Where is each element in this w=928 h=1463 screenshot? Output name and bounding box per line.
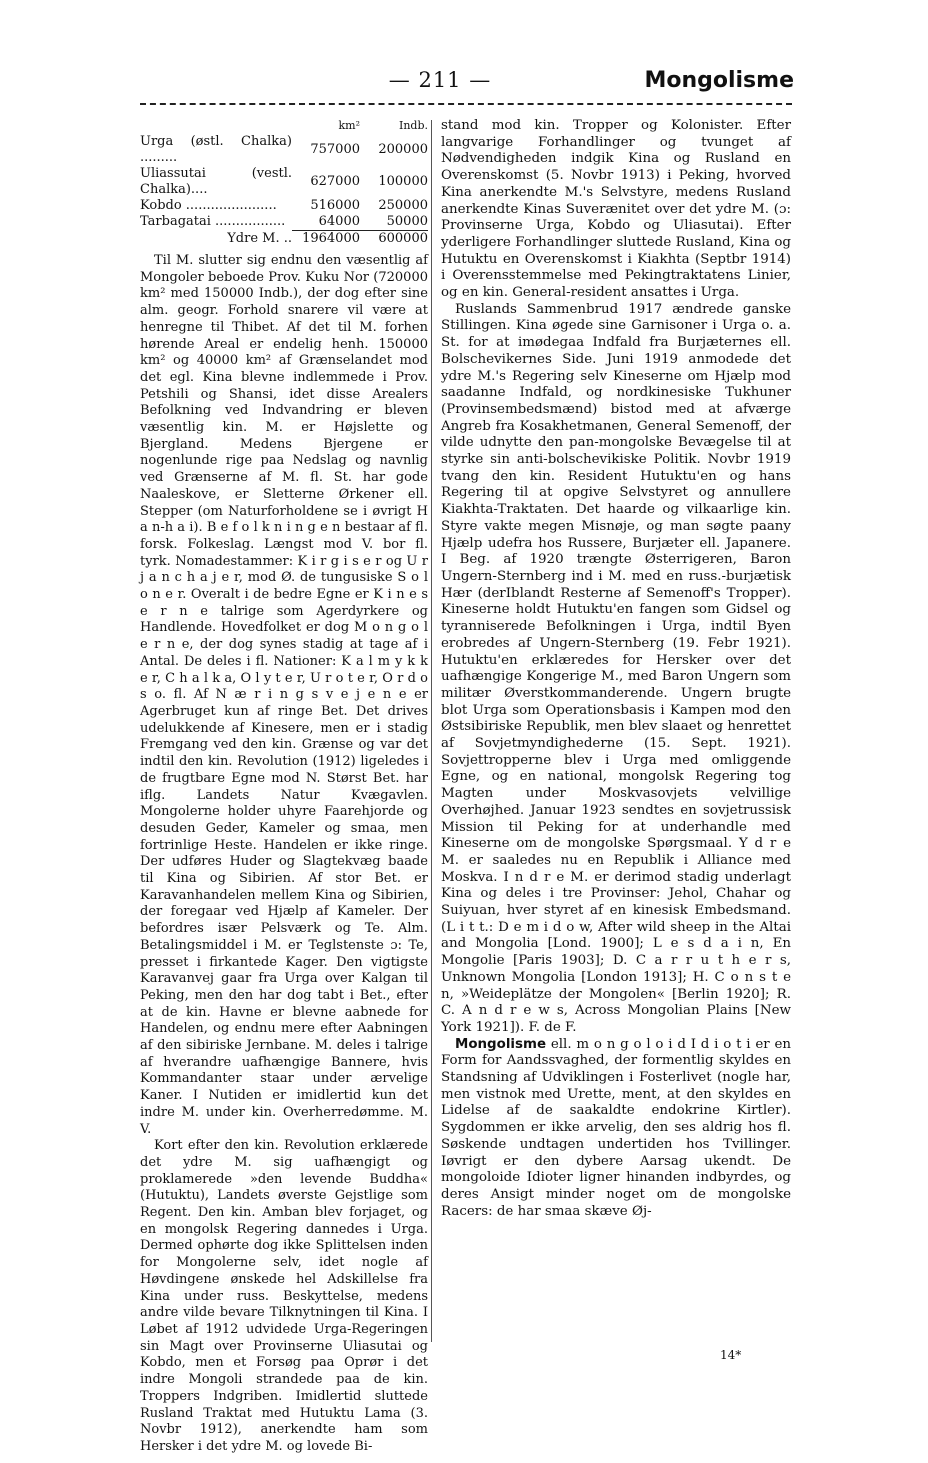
- entry-headword: Mongolisme: [455, 1036, 547, 1052]
- total-label: Ydre M. ..: [227, 230, 292, 246]
- total-area: 1964000: [302, 231, 360, 246]
- header-rule: [140, 103, 792, 105]
- table-row: [140, 134, 428, 166]
- paragraph: stand mod kin. Tropper og Kolonister. Efter langvarige Forhandlinger og tvunget af Nødvendigheden indgik Kina og Rusland en Overenskomst (5. Novbr 1913) i Peking, hvorved Kina anerkendte M.'s Selvstyre, medens Rusland anerkendte Kinas Suverænitet over det ydre M. (ɔ: Provinserne Urga, Kobdo og Uliasutai). Efter yderligere Forhandlinger sluttede Rusland, Kina og Hutuktu en Overenskomst i Kiakhta (Septbr 1914) i Overensstemmelse med Pekingtraktatens Linier, og en kin. General-resident ansattes i Urga.: [441, 118, 791, 301]
- row-area: 516000: [310, 198, 360, 213]
- table-total-row: [140, 231, 428, 248]
- province-table: [140, 118, 428, 247]
- entry-text: ell. m o n g o l o i d I d i o t i er en Form for Aandssvaghed, der formentlig skyldes en Standsning af Udviklingen i Fosterlivet (nogle har, men vistnok med Urette, ment, at den skyldes en Lidelse af de saakaldte endokrine Kirtler). Sygdommen er ikke arvelig, den ses aldrig hos fl. Søskende undtagen undertiden hos Tvillinger. Iøvrigt er den dybere Aarsag ukendt. De mongoloide Idioter ligner hinanden indbyrdes, og deres Ansigt minder noget om de mongolske Racers: de har smaa skæve Øj-: [441, 1036, 791, 1219]
- left-column: [140, 118, 428, 1456]
- row-area: 64000: [292, 214, 360, 231]
- table-row: [140, 198, 428, 214]
- row-name: Urga (østl. Chalka) .........: [140, 134, 292, 165]
- table-header-row: [140, 118, 428, 134]
- table-row: [140, 214, 428, 231]
- row-area: 627000: [310, 174, 360, 189]
- running-headword: Mongolisme: [644, 68, 794, 93]
- table-header-area: km²: [338, 119, 360, 132]
- entry-paragraph: [441, 1037, 791, 1221]
- right-column: [441, 118, 791, 1220]
- row-pop: 250000: [378, 198, 428, 213]
- table-header-pop: Indb.: [398, 119, 428, 132]
- column-divider: [431, 120, 432, 1342]
- paragraph: Til M. slutter sig endnu den væsentlig af Mongoler beboede Prov. Kuku Nor (720000 km² med 150000 Indb.), der dog efter sine alm. geogr. Forhold snarere vil være at henregne til Thibet. Af det til M. forhen hørende Areal er endelig henh. 150000 km² og 40000 km² af Grænselandet mod det egl. Kina blevne indlemmede i Prov. Petshili og Shansi, idet disse Arealers Befolkning ved Indvandring er bleven væsentlig kin. M. er Højslette og Bjergland. Medens Bjergene er nogenlunde rige paa Nedslag og navnlig ved Grænserne af M. fl. St. har gode Naaleskove, er Sletterne Ørkener ell. Stepper (om Naturforholdene se i øvrigt H a n-h a i). B e f o l k n i n g e n bestaar af fl. forsk. Folkeslag. Længst mod V. bor fl. tyrk. Nomadestammer: K i r g i s e r og U r j a n c h a j e r, mod Ø. de tungusiske S o l o n e r. Overalt i de bedre Egne er K i n e s e r n e talrige som Agerdyrkere og Handlende. Hovedfolket er dog M o n g o l e r n e, der dog synes stadig at tage af i Antal. De deles i fl. Nationer: K a l m y k k e r, C h a l k a, O l y t e r, U r o t e r, O r d o s o. fl. Af N æ r i n g s v e j e n e er Agerbruget kun af ringe Bet. Det drives udelukkende af Kinesere, men er i stadig Fremgang ved den kin. Grænse og var det indtil den kin. Revolution (1912) ligeledes i de frugtbare Egne mod N. Størst Bet. har iflg. Landets Natur Kvægavlen. Mongolerne holder uhyre Faarehjorde og desuden Geder, Kameler og smaa, men fortrinlige Heste. Handelen er ikke ringe. Der udføres Huder og Slagtekvæg baade til Kina og Sibirien. Af stor Bet. er Karavanhandelen mellem Kina og Sibirien, der foregaar ved Hjælp af Kameler. Der befordres især Pelsværk og Te. Alm. Betalingsmiddel i M. er Teglstenste ɔ: Te, presset i firkantede Kager. Den vigtigste Karavanvej gaar fra Urga over Kalgan til Peking, men den har dog tabt i Bet., efter at de kin. Havne er blevne aabnede for Handelen, og endnu mere efter Aabningen af den sibiriske Jernbane. M. deles i talrige af hverandre uafhængige Bannere, hvis Kommandanter staar under ærvelige Kaner. I Nutiden er imidlertid kun det indre M. under kin. Overherredømme. M. V.: [140, 253, 428, 1137]
- row-name: Uliassutai (vestl. Chalka)....: [140, 166, 292, 197]
- row-name: Kobdo ......................: [140, 198, 277, 213]
- table-row: [140, 166, 428, 198]
- row-pop: 50000: [360, 214, 428, 231]
- row-name: Tarbagatai .................: [140, 214, 286, 230]
- row-pop: 100000: [378, 174, 428, 189]
- total-pop: 600000: [378, 231, 428, 246]
- row-pop: 200000: [378, 142, 428, 157]
- paragraph: Kort efter den kin. Revolution erklærede det ydre M. sig uafhængigt og proklamerede »den levende Buddha« (Hutuktu), Landets øverste Gejstlige som Regent. Den kin. Amban blev forjaget, og en mongolsk Regering dannedes i Urga. Dermed ophørte dog ikke Splittelsen inden for Mongolerne selv, idet nogle af Høvdingene ønskede hel Adskillelse fra Kina under russ. Beskyttelse, medens andre vilde bevare Tilknytningen til Kina. I Løbet af 1912 udvidede Urga-Regeringen sin Magt over Provinserne Uliasutai og Kobdo, men et Forsøg paa Oprør i det indre Mongoli strandede paa de kin. Troppers Indgriben. Imidlertid sluttede Rusland Traktat med Hutuktu Lama (3. Novbr 1912), anerkendte ham som Hersker i det ydre M. og lovede Bi-: [140, 1138, 428, 1454]
- page-number: — 211 —: [388, 68, 492, 92]
- signature-mark: 14*: [720, 1348, 742, 1362]
- row-area: 757000: [310, 142, 360, 157]
- paragraph: Ruslands Sammenbrud 1917 ændrede ganske Stillingen. Kina øgede sine Garnisoner i Urga o. a. St. for at imødegaa Indfald fra Burjæternes ell. Bolschevikernes Side. Juni 1919 anmodede det ydre M.'s Regering selv Kineserne om Hjælp mod saadanne Indfald, og nordkinesiske Tukhuner (Provinsembedsmænd) bistod med at afværge Angreb fra Kosakhetmanen, General Semenoff, der vilde udnytte den pan-mongolske Bevægelse til at styrke sin anti-bolschevikiske Politik. Novbr 1919 tvang den kin. Resident Hutuktu'en og hans Regering til at opgive Selvstyret og annullere Kiakhta-Traktaten. Det haarde og vilkaarlige kin. Styre vakte megen Misnøje, og man søgte paany Hjælp udefra hos Russere, Burjæter ell. Japanere. I Beg. af 1920 trængte Østerrigeren, Baron Ungern-Sternberg ind i M. med en russ.-burjætisk Hær (derIblandt Resterne af Semenoff's Tropper). Kineserne holdt Hutuktu'en fangen som Gidsel og tyranniserede Befolkningen i Urga, indtil Byen erobredes af Ungern-Sternberg (19. Febr 1921). Hutuktu'en erklæredes for Hersker over det uafhængige Kongerige M., med Baron Ungern som militær Øverstkommanderende. Ungern brugte blot Urga som Operationsbasis i Kampen mod den Østsibiriske Republik, men blev slaaet og henrettet af Sovjetmyndighederne (15. Sept. 1921). Sovjettropperne blev i Urga med omliggende Egne, og en national, mongolsk Regering tog Magten under Moskvasovjets velvillige Overhøjhed. Januar 1923 sendtes en sovjetrussisk Mission til Peking for at underhandle med Kineserne om de mongolske Spørgsmaal. Y d r e M. er saaledes nu en Republik i Alliance med Moskva. I n d r e M. er derimod stadig underlagt Kina og deles i tre Provinser: Jehol, Chahar og Suiyuan, hver styret af en kinesisk Embedsmand. (L i t t.: D e m i d o w, After wild sheep in the Altai and Mongolia [Lond. 1900]; L e s d a i n, En Mongolie [Paris 1903]; D. C a r r u t h e r s, Unknown Mongolia [London 1913]; H. C o n s t e n, »Weideplätze der Mongolen« [Berlin 1920]; R. C. A n d r e w s, Across Mongolian Plains [New York 1921]). F. de F.: [441, 301, 791, 1035]
